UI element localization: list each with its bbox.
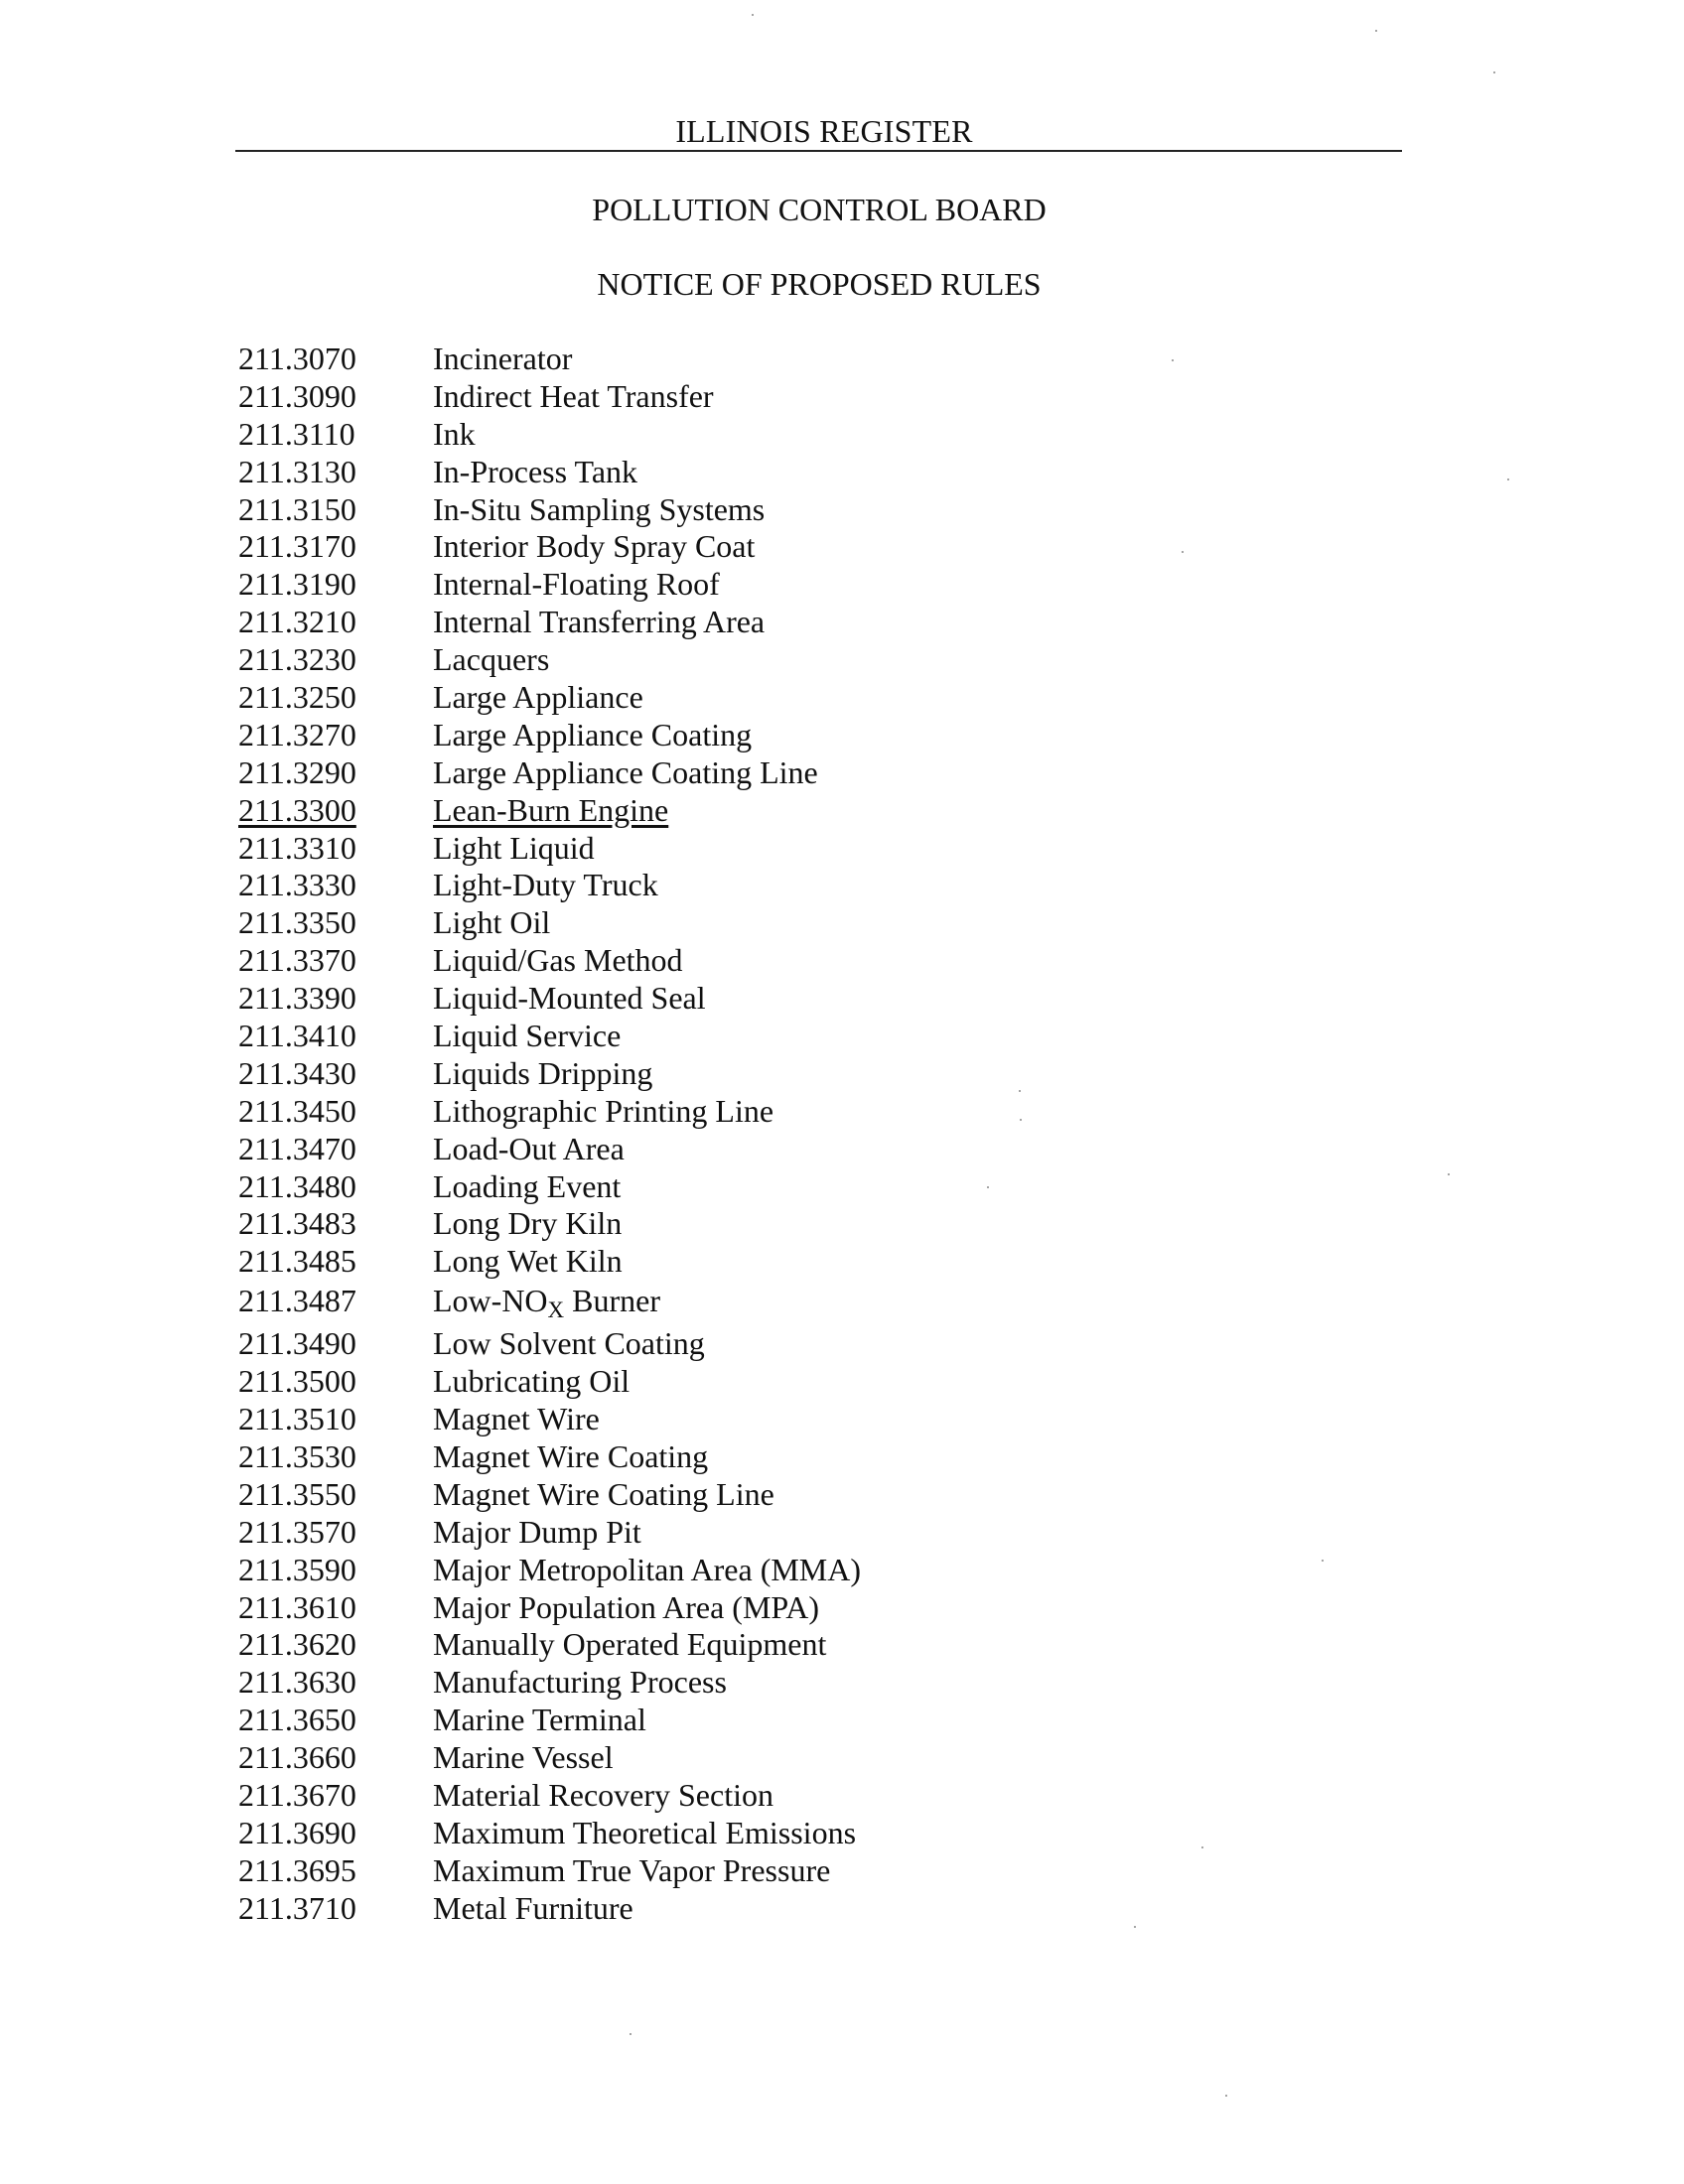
section-row	[238, 604, 1331, 641]
section-title: Liquids Dripping	[433, 1054, 653, 1091]
section-title: Large Appliance	[433, 679, 643, 716]
section-number: 211.3190	[238, 566, 356, 603]
section-row	[238, 1626, 1331, 1664]
section-title: Marine Terminal	[433, 1702, 646, 1738]
section-row	[238, 1777, 1331, 1815]
section-row	[238, 717, 1331, 754]
section-title: Loading Event	[433, 1167, 622, 1204]
section-number: 211.3150	[238, 490, 356, 527]
section-title: In-Situ Sampling Systems	[433, 490, 766, 527]
section-title: Interior Body Spray Coat	[433, 528, 756, 565]
section-row	[238, 378, 1331, 416]
section-row	[238, 830, 1331, 868]
section-title: Light-Duty Truck	[433, 867, 658, 903]
section-row	[238, 1093, 1331, 1131]
section-row	[238, 1589, 1331, 1627]
section-row	[238, 1363, 1331, 1401]
section-number: 211.3483	[238, 1205, 356, 1242]
section-title: Maximum True Vapor Pressure	[433, 1851, 831, 1888]
section-number: 211.3510	[238, 1401, 356, 1437]
section-title: Long Wet Kiln	[433, 1243, 623, 1280]
section-row	[238, 679, 1331, 717]
section-title: Manufacturing Process	[433, 1664, 727, 1701]
section-title: Liquid-Mounted Seal	[433, 980, 706, 1017]
section-number: 211.3170	[238, 528, 356, 565]
section-number: 211.3450	[238, 1092, 356, 1129]
section-title: Liquid Service	[433, 1018, 622, 1054]
section-title: Large Appliance Coating	[433, 716, 753, 752]
section-row	[238, 341, 1331, 378]
section-row	[238, 1205, 1331, 1243]
section-row	[238, 1281, 1331, 1325]
section-number: 211.3130	[238, 453, 356, 489]
section-number: 211.3550	[238, 1475, 356, 1512]
section-title: Maximum Theoretical Emissions	[433, 1814, 857, 1850]
section-row	[238, 1018, 1331, 1055]
section-row	[238, 1890, 1331, 1928]
scan-speck	[1201, 1846, 1203, 1848]
section-title: Lean-Burn Engine	[433, 791, 669, 828]
section-number: 211.3210	[238, 604, 356, 640]
section-number: 211.3690	[238, 1814, 356, 1850]
scan-speck	[1322, 1560, 1324, 1562]
section-number: 211.3590	[238, 1551, 356, 1587]
section-title	[433, 1281, 660, 1325]
section-title-prefix: Low-NO	[433, 1283, 548, 1319]
section-number: 211.3390	[238, 980, 356, 1017]
section-title: Lithographic Printing Line	[433, 1092, 774, 1129]
section-row	[238, 1131, 1331, 1168]
section-row	[238, 641, 1331, 679]
section-row	[238, 1243, 1331, 1281]
scan-speck	[1182, 551, 1184, 553]
section-row	[238, 1514, 1331, 1552]
section-row	[238, 904, 1331, 942]
section-number: 211.3230	[238, 641, 356, 678]
section-number: 211.3670	[238, 1776, 356, 1813]
section-row	[238, 1702, 1331, 1739]
section-title-subscript: X	[547, 1297, 565, 1323]
section-row	[238, 1852, 1331, 1890]
scan-speck	[1493, 71, 1495, 73]
section-row	[238, 1055, 1331, 1093]
section-row	[238, 1168, 1331, 1206]
section-title: Long Dry Kiln	[433, 1205, 623, 1242]
section-row	[238, 980, 1331, 1018]
section-title: Magnet Wire Coating Line	[433, 1475, 774, 1512]
section-number: 211.3350	[238, 904, 356, 941]
scan-speck	[1134, 1926, 1136, 1928]
section-row	[238, 1325, 1331, 1363]
section-row	[238, 1552, 1331, 1589]
scan-speck	[1375, 30, 1377, 32]
section-number: 211.3487	[238, 1283, 356, 1319]
section-number: 211.3110	[238, 415, 355, 452]
section-number: 211.3300	[238, 791, 356, 828]
section-title: Low Solvent Coating	[433, 1325, 705, 1362]
section-title: Ink	[433, 415, 476, 452]
section-row	[238, 528, 1331, 566]
section-number: 211.3570	[238, 1513, 356, 1550]
section-number: 211.3620	[238, 1626, 356, 1663]
section-row	[238, 754, 1331, 792]
scan-speck	[1020, 1119, 1022, 1121]
section-title: Manually Operated Equipment	[433, 1626, 827, 1663]
section-title: Major Metropolitan Area (MMA)	[433, 1551, 862, 1587]
section-number: 211.3310	[238, 829, 356, 866]
section-row	[238, 1815, 1331, 1852]
section-number: 211.3500	[238, 1363, 356, 1400]
register-title: ILLINOIS REGISTER	[675, 113, 973, 149]
section-number: 211.3650	[238, 1702, 356, 1738]
section-number: 211.3480	[238, 1167, 356, 1204]
section-title: Indirect Heat Transfer	[433, 377, 714, 414]
section-number: 211.3250	[238, 679, 356, 716]
section-number: 211.3410	[238, 1018, 356, 1054]
section-title-suffix: Burner	[564, 1283, 661, 1319]
section-number: 211.3710	[238, 1889, 356, 1926]
section-title: Lubricating Oil	[433, 1363, 631, 1400]
section-title: Metal Furniture	[433, 1889, 633, 1926]
section-title: Marine Vessel	[433, 1739, 614, 1776]
section-number: 211.3630	[238, 1664, 356, 1701]
notice-heading: NOTICE OF PROPOSED RULES	[597, 266, 1042, 302]
section-title: Magnet Wire	[433, 1401, 600, 1437]
section-title: In-Process Tank	[433, 453, 638, 489]
agency-heading: POLLUTION CONTROL BOARD	[592, 192, 1047, 227]
scan-speck	[752, 14, 754, 16]
section-number: 211.3430	[238, 1054, 356, 1091]
section-number: 211.3695	[238, 1851, 356, 1888]
section-number: 211.3070	[238, 341, 356, 376]
section-row	[238, 1476, 1331, 1514]
section-row	[238, 1438, 1331, 1476]
section-title: Internal Transferring Area	[433, 604, 766, 640]
section-title: Material Recovery Section	[433, 1776, 773, 1813]
section-title: Light Oil	[433, 904, 551, 941]
scan-speck	[1507, 478, 1509, 480]
section-row	[238, 1664, 1331, 1702]
scan-speck	[1225, 2095, 1227, 2097]
section-number: 211.3530	[238, 1437, 356, 1474]
section-title: Major Dump Pit	[433, 1513, 641, 1550]
section-row	[238, 454, 1331, 491]
section-number: 211.3330	[238, 867, 356, 903]
section-title: Load-Out Area	[433, 1130, 625, 1166]
section-row	[238, 1401, 1331, 1438]
section-number: 211.3370	[238, 942, 356, 979]
section-number: 211.3490	[238, 1325, 356, 1362]
scan-speck	[987, 1186, 989, 1188]
section-number: 211.3290	[238, 753, 356, 790]
scan-speck	[630, 2033, 632, 2035]
section-row	[238, 416, 1331, 454]
scan-speck	[1019, 1090, 1021, 1092]
section-row	[238, 566, 1331, 604]
section-number: 211.3485	[238, 1243, 356, 1280]
section-row	[238, 867, 1331, 904]
header-rule	[235, 150, 1402, 152]
section-number: 211.3470	[238, 1130, 356, 1166]
section-title: Magnet Wire Coating	[433, 1437, 709, 1474]
section-row	[238, 491, 1331, 529]
section-number: 211.3660	[238, 1739, 356, 1776]
section-title: Lacquers	[433, 641, 550, 678]
section-number: 211.3090	[238, 377, 356, 414]
section-row	[238, 942, 1331, 980]
section-list	[238, 341, 1331, 1928]
section-title: Internal-Floating Roof	[433, 566, 720, 603]
section-title: Incinerator	[433, 341, 573, 376]
section-number: 211.3270	[238, 716, 356, 752]
section-title: Liquid/Gas Method	[433, 942, 683, 979]
section-row	[238, 1739, 1331, 1777]
section-number: 211.3610	[238, 1588, 356, 1625]
section-title: Major Population Area (MPA)	[433, 1588, 820, 1625]
section-title: Light Liquid	[433, 829, 595, 866]
section-row-added	[238, 792, 1331, 830]
section-title: Large Appliance Coating Line	[433, 753, 818, 790]
scan-speck	[1172, 359, 1174, 361]
scan-speck	[1448, 1173, 1450, 1175]
